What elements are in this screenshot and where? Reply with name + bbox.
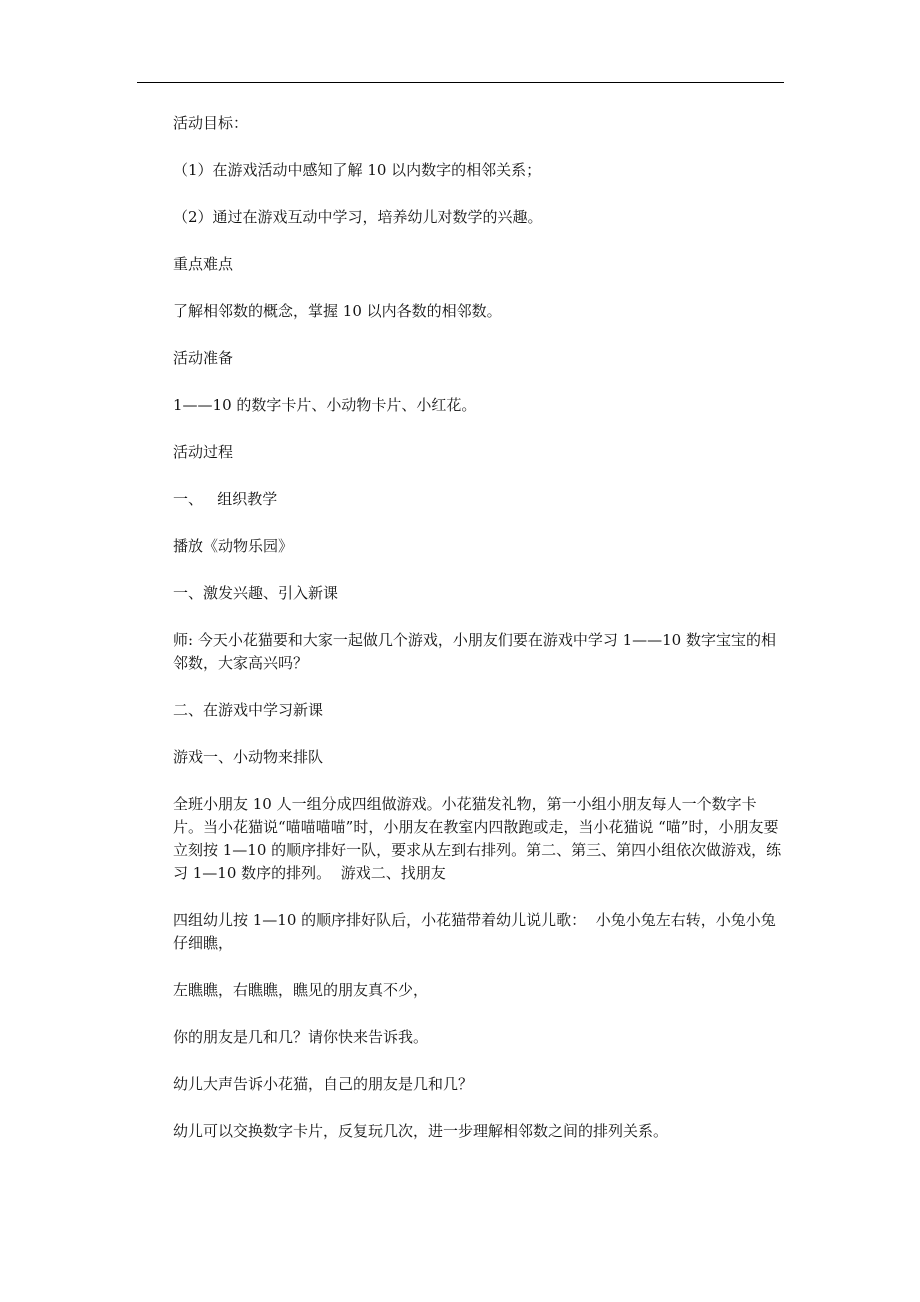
section-heading-preparation: 活动准备 bbox=[173, 349, 234, 367]
step-play-music: 播放《动物乐园》 bbox=[173, 537, 294, 555]
goal-item-2: （2）通过在游戏互动中学习，培养幼儿对数学的兴趣。 bbox=[173, 208, 543, 226]
game-one-title: 游戏一、小动物来排队 bbox=[173, 748, 324, 766]
header-rule bbox=[137, 82, 784, 83]
repeat-play-text: 幼儿可以交换数字卡片，反复玩几次，进一步理解相邻数之间的排列关系。 bbox=[173, 1122, 669, 1140]
children-answer-text: 幼儿大声告诉小花猫，自己的朋友是几和几？ bbox=[173, 1075, 474, 1093]
game-one-description: 全班小朋友 10 人一组分成四组做游戏。小花猫发礼物，第一小组小朋友每人一个数字卡片。当小花猫说“喵喵喵喵”时，小朋友在教室内四散跑或走，当小花猫说 “喵”时，小朋友要立刻按 1—10 的顺序排好一队，要求从左到右排列。第二、第三、第四小组依次做游戏，练习 1—10 数序的排列。 游戏二、找朋友 bbox=[173, 795, 782, 882]
document-body bbox=[173, 112, 788, 1143]
section-heading-key-points: 重点难点 bbox=[173, 255, 234, 273]
teacher-intro-paragraph: 师: 今天小花猫要和大家一起做几个游戏，小朋友们要在游戏中学习 1——10 数字宝宝的相邻数，大家高兴吗？ bbox=[173, 631, 776, 672]
step-organize-teaching: 一、 组织教学 bbox=[173, 490, 278, 508]
section-heading-process: 活动过程 bbox=[173, 443, 234, 461]
section-heading-goals: 活动目标： bbox=[173, 114, 249, 132]
step-learn-in-games: 二、在游戏中学习新课 bbox=[173, 701, 324, 719]
step-spark-interest: 一、激发兴趣、引入新课 bbox=[173, 584, 339, 602]
game-two-description: 四组幼儿按 1—10 的顺序排好队后，小花猫带着幼儿说儿歌： 小兔小兔左右转，小兔小兔仔细瞧， bbox=[173, 911, 776, 952]
rhyme-line-1: 左瞧瞧，右瞧瞧，瞧见的朋友真不少， bbox=[173, 981, 429, 999]
preparation-text: 1——10 的数字卡片、小动物卡片、小红花。 bbox=[173, 396, 477, 414]
rhyme-line-2: 你的朋友是几和几？请你快来告诉我。 bbox=[173, 1028, 429, 1046]
goal-item-1: （1）在游戏活动中感知了解 10 以内数字的相邻关系； bbox=[173, 161, 542, 179]
key-points-text: 了解相邻数的概念，掌握 10 以内各数的相邻数。 bbox=[173, 302, 502, 320]
